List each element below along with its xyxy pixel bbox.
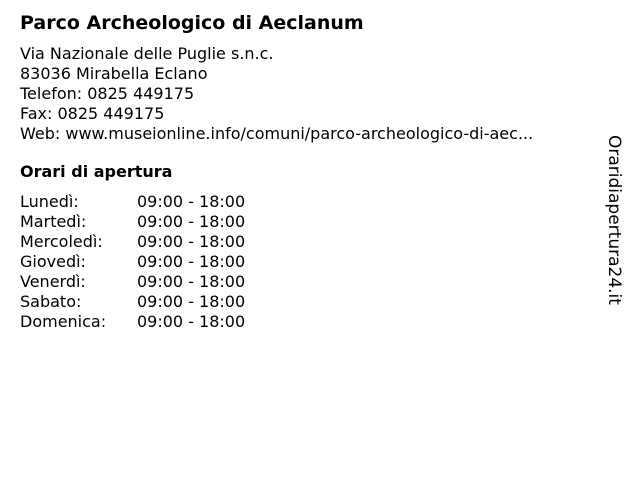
day-label: Mercoledì: [20,232,103,251]
opening-hours-heading: Orari di apertura [20,162,173,181]
fax-label: Fax: [20,104,53,123]
day-label: Giovedì: [20,252,86,271]
web-row [20,124,600,144]
day-label: Domenica: [20,312,107,331]
hours-value: 09:00 - 18:00 [137,312,246,331]
hours-row-thursday [20,252,245,272]
opening-hours-table [20,192,245,332]
place-card [20,10,600,332]
fax-value: 0825 449175 [57,104,165,123]
hours-value: 09:00 - 18:00 [137,272,246,291]
place-title: Parco Archeologico di Aeclanum [20,12,364,34]
phone-row [20,84,600,104]
web-label: Web: [20,124,61,143]
day-label: Lunedì: [20,192,79,211]
phone-value[interactable]: 0825 449175 [87,84,195,103]
web-link[interactable]: www.museionline.info/comuni/parco-archeologico-di-aec... [65,124,534,143]
address-line-2: 83036 Mirabella Eclano [20,64,208,83]
hours-value: 09:00 - 18:00 [137,212,246,231]
hours-value: 09:00 - 18:00 [137,252,246,271]
hours-row-monday [20,192,245,212]
site-watermark: Oraridiapertura24.it [604,135,624,305]
hours-value: 09:00 - 18:00 [137,192,246,211]
hours-row-saturday [20,292,245,312]
day-label: Venerdì: [20,272,86,291]
hours-row-friday [20,272,245,292]
phone-label: Telefon: [20,84,83,103]
hours-row-wednesday [20,232,245,252]
hours-row-sunday [20,312,245,332]
hours-value: 09:00 - 18:00 [137,292,246,311]
address-line-1: Via Nazionale delle Puglie s.n.c. [20,44,274,63]
day-label: Martedì: [20,212,87,231]
hours-row-tuesday [20,212,245,232]
fax-row [20,104,600,124]
hours-value: 09:00 - 18:00 [137,232,246,251]
day-label: Sabato: [20,292,82,311]
